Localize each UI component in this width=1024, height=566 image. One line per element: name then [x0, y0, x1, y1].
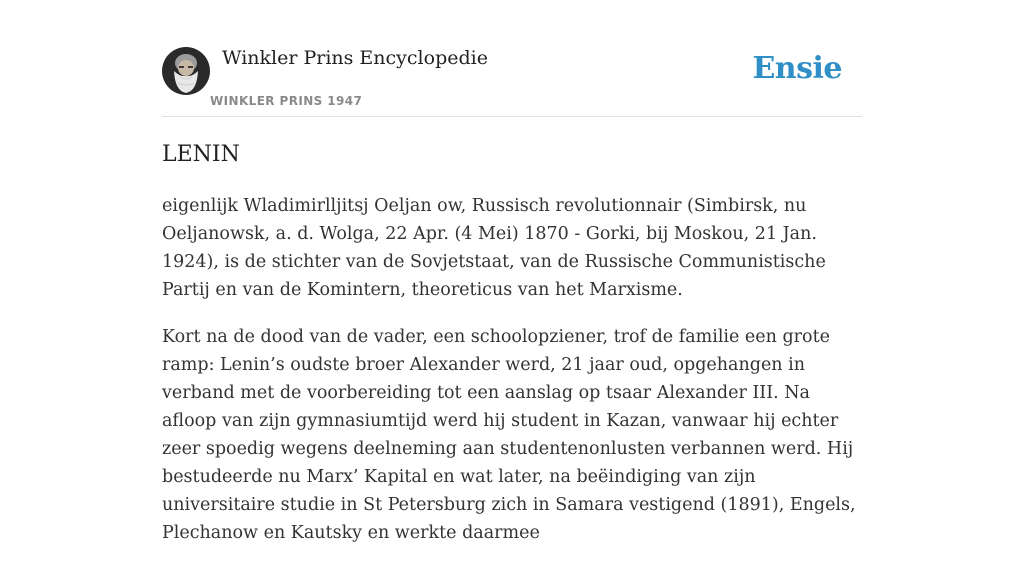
- article-title: LENIN: [162, 142, 240, 167]
- article-page: [162, 0, 862, 543]
- site-title[interactable]: Winkler Prins Encyclopedie: [222, 47, 488, 69]
- site-header: [162, 0, 862, 117]
- article-body: [162, 192, 862, 566]
- bearded-man-portrait-icon[interactable]: [162, 47, 210, 95]
- ensie-logo[interactable]: Ensie: [752, 51, 842, 86]
- edition-label[interactable]: WINKLER PRINS 1947: [210, 94, 363, 108]
- article-paragraph: Kort na de dood van de vader, een schoolopziener, trof de familie een grote ramp: Lenin’s oudste broer Alexander werd, 21 jaar oud, opgehangen in verband met de voorbereiding tot een aanslag op tsaar Alexander III. Na afloop van zijn gymnasiumtijd werd hij student in Kazan, vanwaar hij echter zeer spoedig wegens deelneming aan studentenonlusten verbannen werd. Hij bestudeerde nu Marx’ Kapital en wat later, na beëindiging van zijn universitaire studie in St Petersburg zich in Samara vestigend (1891), Engels, Plechanow en Kautsky en werkte daarmee: [162, 327, 856, 543]
- article-paragraph: eigenlijk Wladimirlljitsj Oeljan ow, Russisch revolutionnair (Simbirsk, nu Oeljanowsk, a. d. Wolga, 22 Apr. (4 Mei) 1870 - Gorki, bij Moskou, 21 Jan. 1924), is de stichter van de Sovjetstaat, van de Russische Communistische Partij en van de Komintern, theoreticus van het Marxisme.: [162, 196, 826, 300]
